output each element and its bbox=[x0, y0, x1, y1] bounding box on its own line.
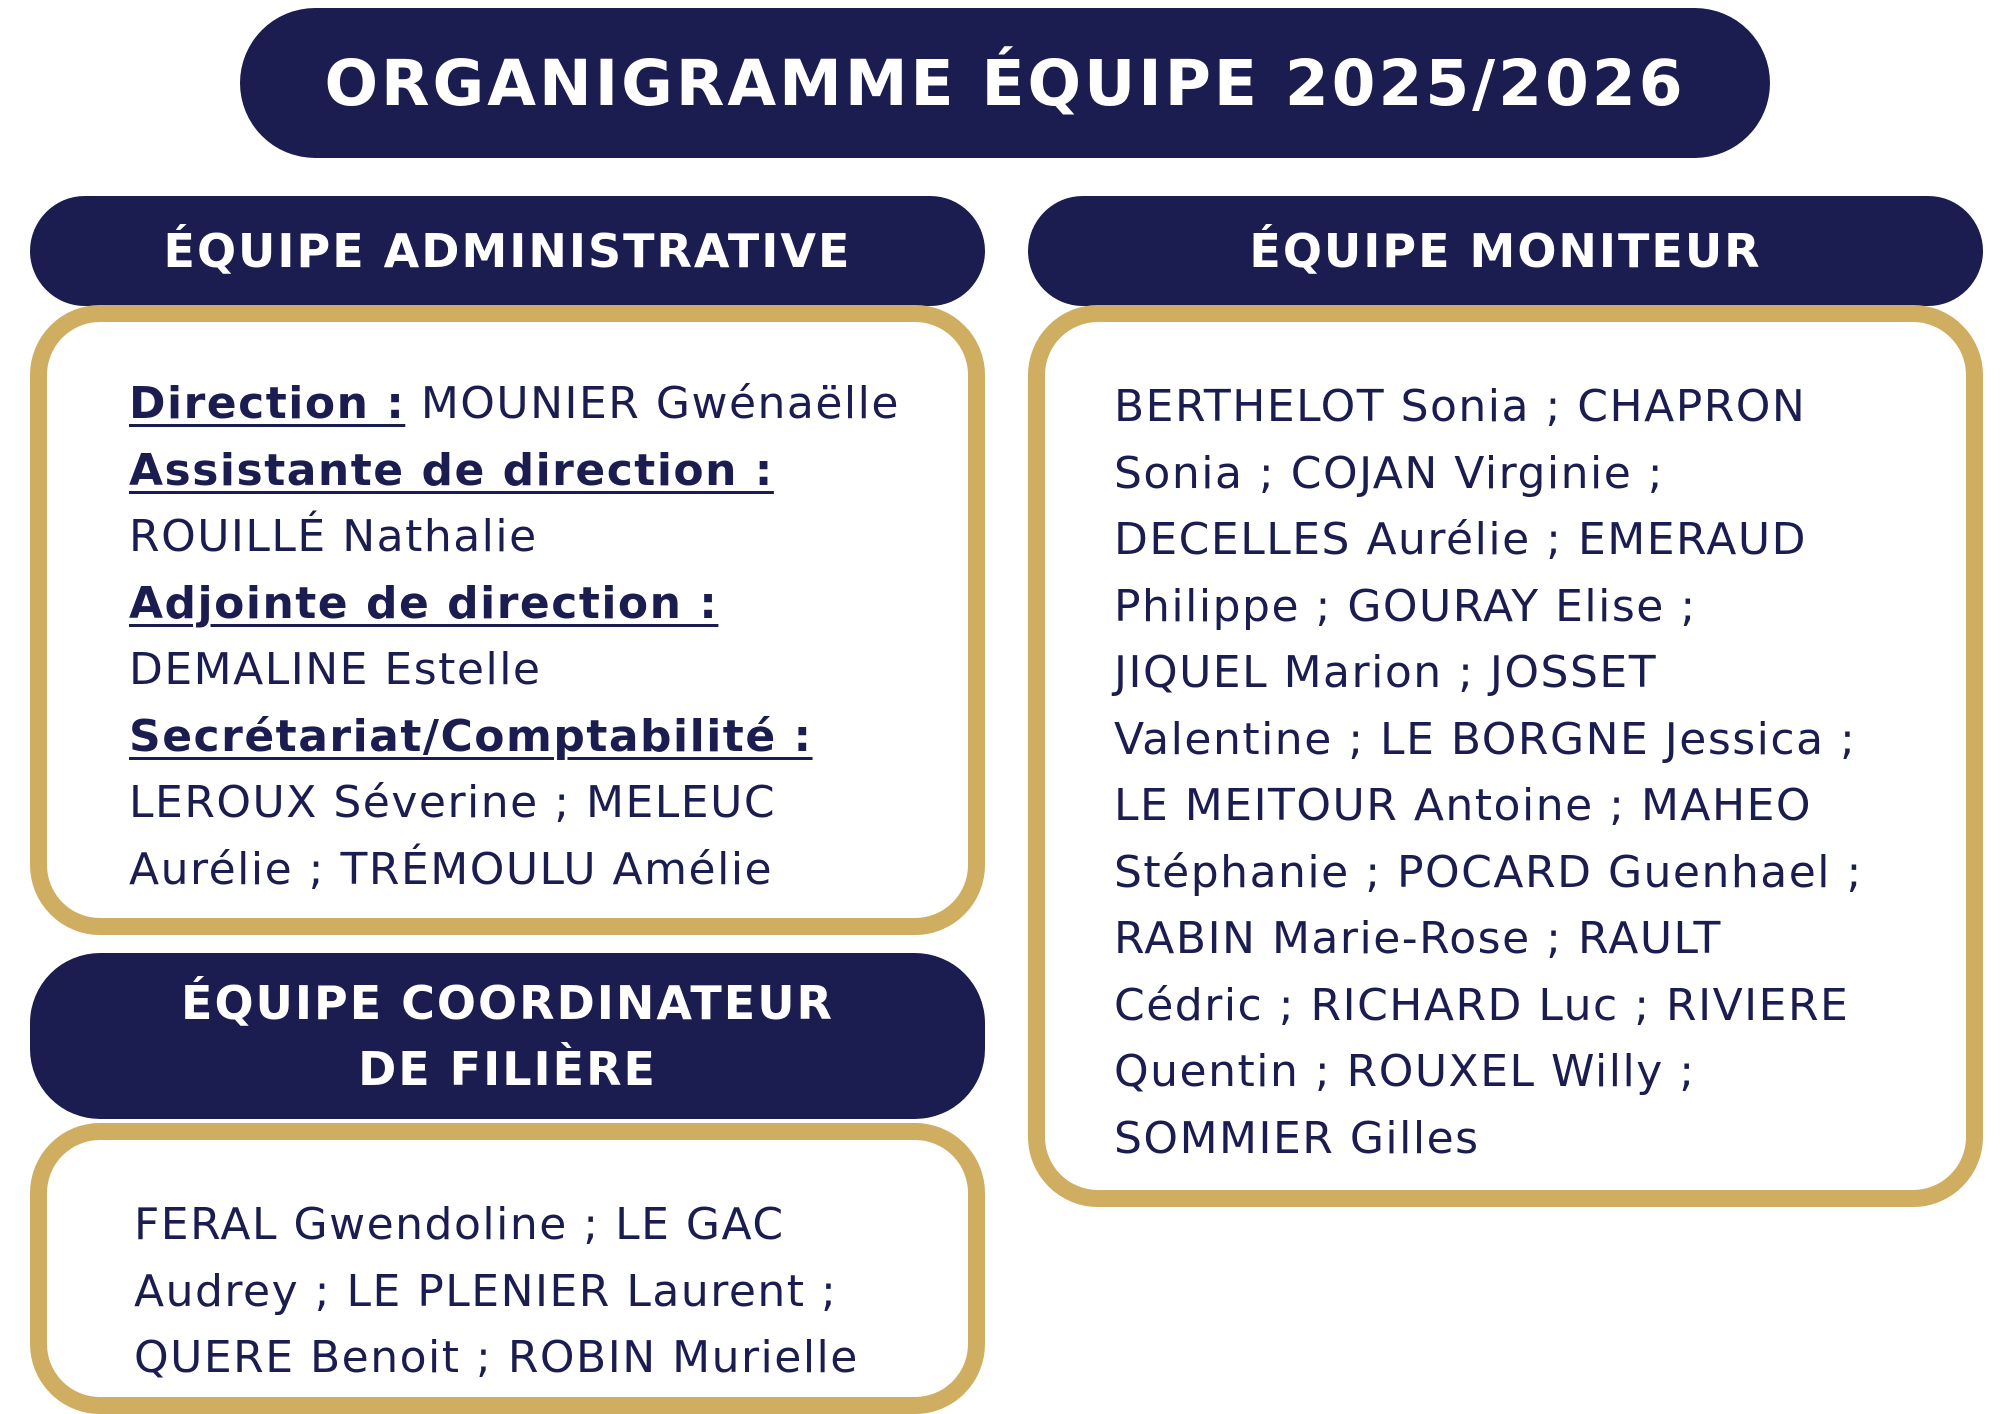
role-label: Direction : bbox=[129, 378, 406, 429]
role-names: ROUILLÉ Nathalie bbox=[129, 511, 538, 562]
names-line: Philippe ; GOURAY Elise ; bbox=[1114, 580, 1697, 632]
names-line: Audrey ; LE PLENIER Laurent ; bbox=[134, 1265, 838, 1317]
header-line: DE FILIÈRE bbox=[358, 1042, 657, 1096]
role-label: Assistante de direction : bbox=[129, 444, 774, 496]
names-line: BERTHELOT Sonia ; CHAPRON bbox=[1114, 381, 1807, 432]
names-line: FERAL Gwendoline ; LE GAC bbox=[134, 1199, 785, 1250]
header-line: ÉQUIPE COORDINATEUR bbox=[181, 976, 834, 1030]
role-names: DEMALINE Estelle bbox=[129, 644, 542, 695]
names-line: Sonia ; COJAN Virginie ; bbox=[1114, 447, 1665, 499]
section-header-administrative: ÉQUIPE ADMINISTRATIVE bbox=[30, 196, 985, 306]
role-entry-direction bbox=[129, 371, 948, 438]
role-names: MOUNIER Gwénaëlle bbox=[420, 378, 900, 429]
page-title: ORGANIGRAMME ÉQUIPE 2025/2026 bbox=[240, 8, 1770, 158]
names-line: JIQUEL Marion ; JOSSET bbox=[1114, 647, 1658, 698]
names-line: Quentin ; ROUXEL Willy ; bbox=[1114, 1046, 1696, 1097]
names-line: Cédric ; RICHARD Luc ; RIVIERE bbox=[1114, 979, 1850, 1031]
role-label: Secrétariat/Comptabilité : bbox=[129, 710, 813, 762]
moniteur-team-box bbox=[1028, 305, 1983, 1207]
role-names: LEROUX Séverine ; MELEUC bbox=[129, 777, 777, 828]
names-line: QUERE Benoit ; ROBIN Murielle bbox=[134, 1332, 859, 1383]
section-header-moniteur: ÉQUIPE MONITEUR bbox=[1028, 196, 1983, 306]
names-line: Stéphanie ; POCARD Guenhael ; bbox=[1114, 846, 1863, 898]
names-line: Valentine ; LE BORGNE Jessica ; bbox=[1114, 713, 1857, 765]
names-line: DECELLES Aurélie ; EMERAUD bbox=[1114, 514, 1807, 565]
section-header-coordinateur bbox=[30, 953, 985, 1119]
names-line: SOMMIER Gilles bbox=[1114, 1112, 1480, 1164]
administrative-team-box bbox=[30, 305, 985, 935]
coordinateur-team-box bbox=[30, 1123, 985, 1414]
names-line: LE MEITOUR Antoine ; MAHEO bbox=[1114, 780, 1813, 831]
role-label: Adjointe de direction : bbox=[129, 577, 719, 629]
names-line: RABIN Marie-Rose ; RAULT bbox=[1114, 913, 1722, 964]
role-names: Aurélie ; TRÉMOULU Amélie bbox=[129, 843, 774, 895]
